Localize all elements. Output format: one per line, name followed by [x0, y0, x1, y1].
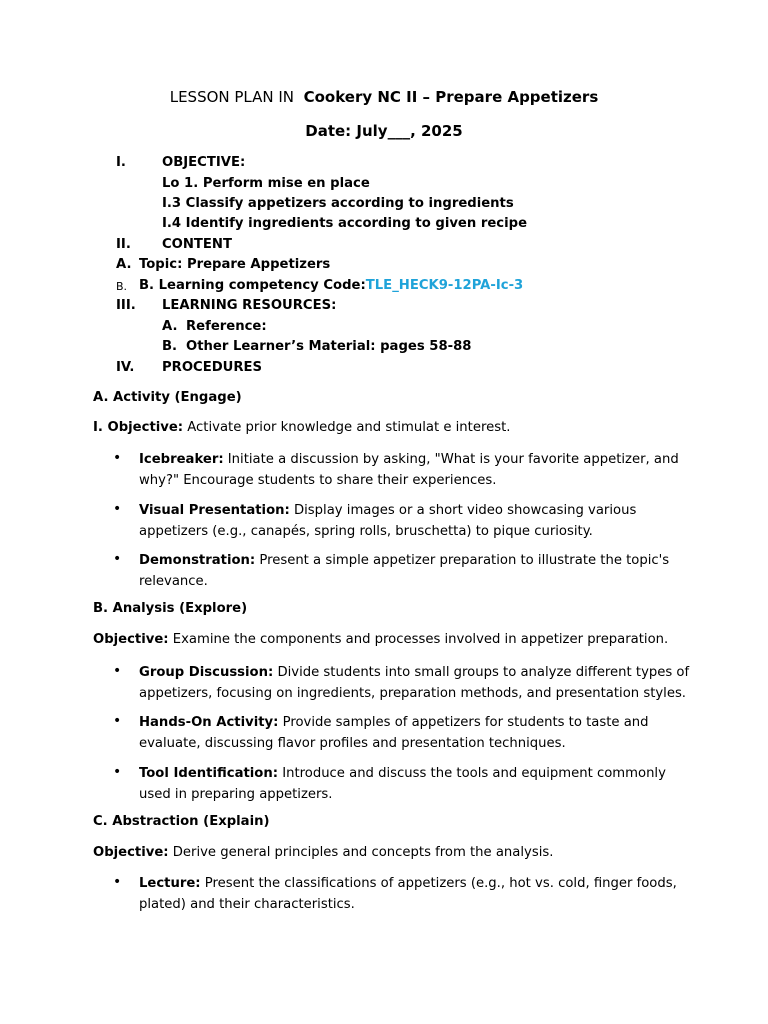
list-item-text: Present the classifications of appetizers (e.g., hot vs. cold, finger foods, plated) and their characteristics.	[139, 876, 677, 912]
outline-procedures-label: PROCEDURES	[162, 360, 263, 375]
list-item	[139, 713, 699, 754]
list-item-text: Present a simple appetizer preparation to illustrate the topic's relevance.	[139, 553, 670, 589]
list-item-label: Group Discussion:	[139, 665, 274, 680]
activity-objective-label: I. Objective:	[93, 420, 184, 435]
list-item-label: Visual Presentation:	[139, 503, 290, 518]
analysis-objective-text: Examine the components and processes involved in appetizer preparation.	[168, 632, 669, 647]
list-item-label: Tool Identification:	[139, 766, 279, 781]
list-item	[139, 764, 699, 805]
outline-competency	[139, 278, 523, 293]
outline-ref-letter: A.	[162, 319, 178, 334]
abstraction-objective-text: Derive general principles and concepts from the analysis.	[168, 845, 554, 860]
list-item	[139, 551, 699, 592]
bullet-icon: •	[113, 713, 122, 729]
list-item-label: Demonstration:	[139, 553, 256, 568]
outline-topic: Topic: Prepare Appetizers	[139, 257, 331, 272]
list-item-label: Icebreaker:	[139, 452, 224, 467]
section-heading-abstraction: C. Abstraction (Explain)	[93, 814, 270, 829]
activity-objective-text: Activate prior knowledge and stimulat e interest.	[183, 420, 511, 435]
list-item-text: Provide samples of appetizers for students to taste and evaluate, discussing flavor profiles and presentation techniques.	[139, 715, 649, 751]
list-item	[139, 501, 699, 542]
outline-a-letter: A.	[116, 257, 132, 272]
outline-num-iii: III.	[116, 298, 136, 313]
list-item-label: Hands-On Activity:	[139, 715, 279, 730]
section-heading-analysis: B. Analysis (Explore)	[93, 601, 248, 616]
list-item-label: Lecture:	[139, 876, 201, 891]
outline-content-label: CONTENT	[162, 237, 232, 252]
competency-label: B. Learning competency Code:	[139, 278, 366, 293]
page-title	[0, 88, 768, 106]
bullet-icon: •	[113, 501, 122, 517]
bullet-icon: •	[113, 551, 122, 567]
analysis-objective	[93, 632, 668, 647]
title-prefix: LESSON PLAN IN	[169, 88, 295, 106]
activity-objective	[93, 420, 510, 435]
list-item-text: Display images or a short video showcasing various appetizers (e.g., canapés, spring rolls, bruschetta) to pique curiosity.	[139, 503, 637, 539]
outline-lo1: Lo 1. Perform mise en place	[162, 176, 370, 191]
outline-i3: I.3 Classify appetizers according to ingredients	[162, 196, 514, 211]
list-item	[139, 874, 699, 915]
list-item-text: Introduce and discuss the tools and equipment commonly used in preparing appetizers.	[139, 766, 666, 802]
outline-num-ii: II.	[116, 237, 131, 252]
competency-code: TLE_HECK9-12PA-Ic-3	[365, 278, 524, 293]
outline-i4: I.4 Identify ingredients according to given recipe	[162, 216, 528, 231]
bullet-icon: •	[113, 663, 122, 679]
outline-num-i: I.	[116, 155, 126, 170]
outline-other-material: Other Learner’s Material: pages 58-88	[186, 339, 472, 354]
list-item	[139, 663, 699, 704]
outline-objective-label: OBJECTIVE:	[162, 155, 246, 170]
outline-b-letter: B.	[116, 280, 128, 293]
title-main: Cookery NC II – Prepare Appetizers	[303, 88, 599, 106]
bullet-icon: •	[113, 764, 122, 780]
outline-num-iv: IV.	[116, 360, 135, 375]
analysis-objective-label: Objective:	[93, 632, 169, 647]
outline-reference: Reference:	[186, 319, 267, 334]
list-item-text: Divide students into small groups to analyze different types of appetizers, focusing on ingredients, preparation methods, and presentation styles.	[139, 665, 690, 701]
outline-other-letter: B.	[162, 339, 178, 354]
bullet-icon: •	[113, 450, 122, 466]
date-line: Date: July___, 2025	[305, 122, 463, 140]
section-heading-activity: A. Activity (Engage)	[93, 390, 242, 405]
list-item-text: Initiate a discussion by asking, "What is your favorite appetizer, and why?" Encourage students to share their experiences.	[139, 452, 679, 488]
outline-resources-label: LEARNING RESOURCES:	[162, 298, 337, 313]
bullet-icon: •	[113, 874, 122, 890]
list-item	[139, 450, 699, 491]
abstraction-objective	[93, 845, 553, 860]
abstraction-objective-label: Objective:	[93, 845, 169, 860]
